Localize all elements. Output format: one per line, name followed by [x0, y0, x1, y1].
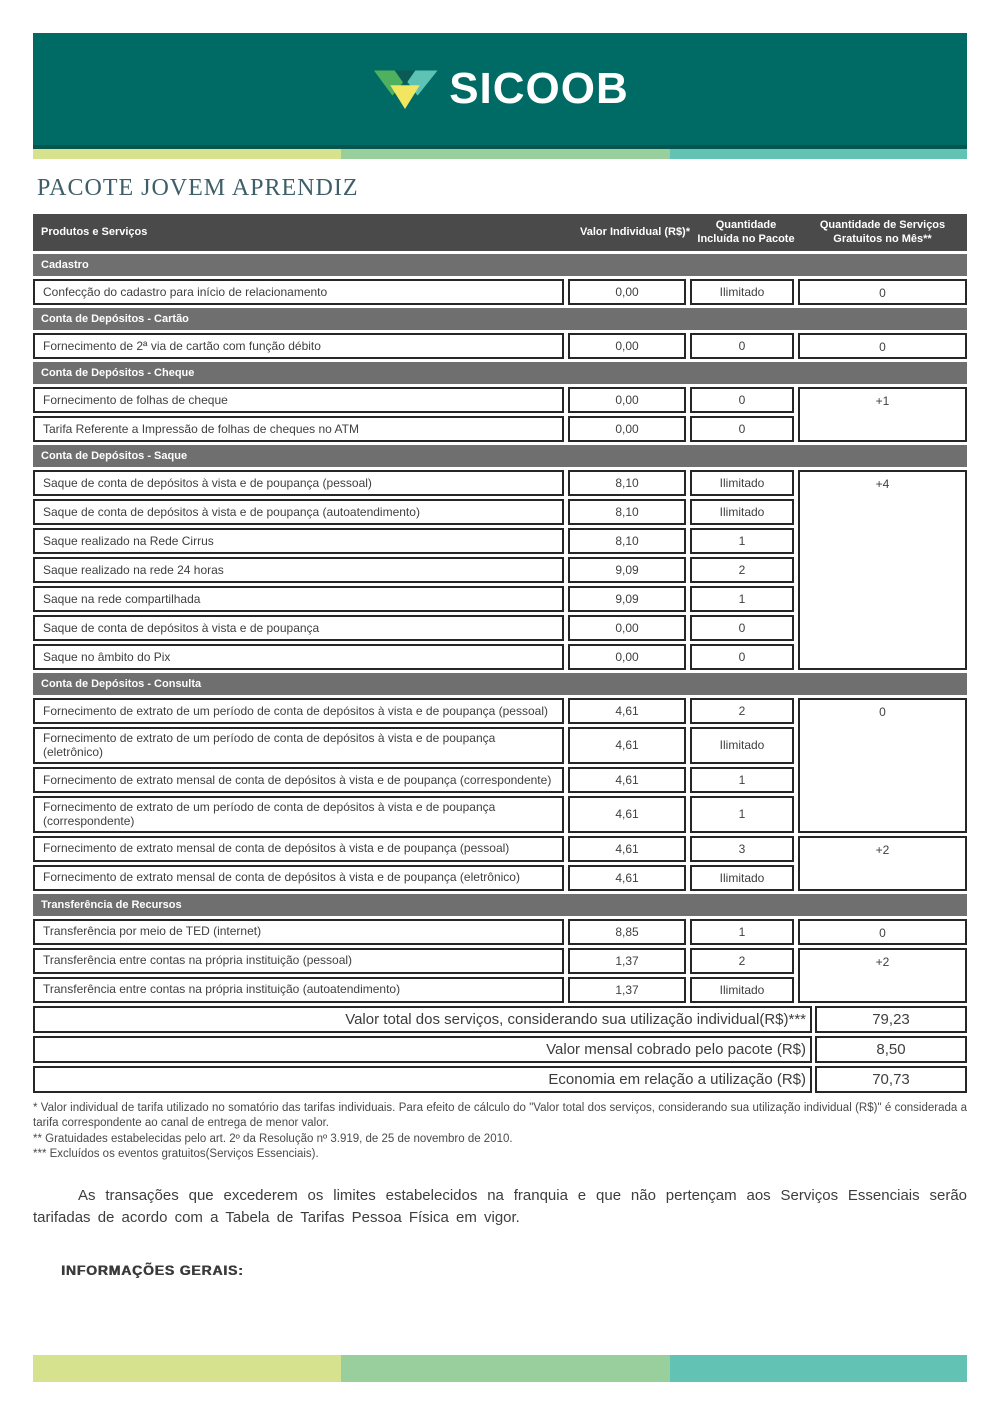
included-quantity-cell: 0 [690, 615, 794, 641]
product-cell: Saque realizado na Rede Cirrus [33, 528, 564, 554]
column-header-valor-individual: Valor Individual (R$)* [579, 225, 691, 238]
included-quantity-cell: 0 [690, 416, 794, 442]
included-quantity-cell: 1 [690, 919, 794, 945]
product-cell: Saque realizado na rede 24 horas [33, 557, 564, 583]
stripe-segment-green-yellow [33, 149, 341, 159]
individual-value-cell: 0,00 [568, 279, 686, 305]
column-header-produtos: Produtos e Serviços [41, 225, 148, 238]
product-cell: Fornecimento de extrato mensal de conta de depósitos à vista e de poupança (pessoal) [33, 836, 564, 862]
header-banner [33, 33, 967, 149]
product-cell: Saque no âmbito do Pix [33, 644, 564, 670]
individual-value-cell: 4,61 [568, 767, 686, 793]
stripe-segment-teal [670, 149, 967, 159]
included-quantity-cell: 0 [690, 387, 794, 413]
product-cell: Fornecimento de extrato mensal de conta de depósitos à vista e de poupança (eletrônico) [33, 865, 564, 891]
individual-value-cell: 0,00 [568, 615, 686, 641]
free-services-cell: 0 [798, 279, 967, 305]
color-stripe-top [33, 149, 967, 159]
product-cell: Transferência por meio de TED (internet) [33, 919, 564, 945]
individual-value-cell: 9,09 [568, 586, 686, 612]
individual-value-cell: 1,37 [568, 977, 686, 1003]
tariff-table-body [33, 254, 967, 1003]
included-quantity-cell: 0 [690, 333, 794, 359]
section-header: Conta de Depósitos - Cheque [33, 362, 967, 384]
individual-value-cell: 1,37 [568, 948, 686, 974]
footnote: ** Gratuidades estabelecidas pelo art. 2º da Resolução nº 3.919, de 25 de novembro de 2010. [33, 1132, 513, 1145]
individual-value-cell: 4,61 [568, 836, 686, 862]
section-header: Conta de Depósitos - Cartão [33, 308, 967, 330]
free-services-cell: +1 [798, 387, 967, 442]
included-quantity-cell: Ilimitado [690, 727, 794, 764]
individual-value-cell: 4,61 [568, 865, 686, 891]
individual-value-cell: 9,09 [568, 557, 686, 583]
summary-rows [33, 1006, 967, 1093]
footnotes [33, 1101, 967, 1163]
footnote: * Valor individual de tarifa utilizado no somatório das tarifas individuais. Para efeito de cálculo do "Valor total dos serviços, considerando sua utilização individual (R$)" é considerada a tarifa correspondente ao canal de entrega de menor valor. [33, 1101, 967, 1130]
product-cell: Fornecimento de extrato de um período de conta de depósitos à vista e de poupança (correspondente) [33, 796, 564, 833]
summary-value: 8,50 [815, 1036, 967, 1063]
included-quantity-cell: Ilimitado [690, 499, 794, 525]
included-quantity-cell: 1 [690, 796, 794, 833]
page-title: PACOTE JOVEM APRENDIZ [37, 175, 359, 201]
included-quantity-cell: 3 [690, 836, 794, 862]
individual-value-cell: 4,61 [568, 698, 686, 724]
individual-value-cell: 8,10 [568, 528, 686, 554]
individual-value-cell: 8,10 [568, 470, 686, 496]
included-quantity-cell: 0 [690, 644, 794, 670]
product-cell: Saque de conta de depósitos à vista e de poupança [33, 615, 564, 641]
product-cell: Fornecimento de folhas de cheque [33, 387, 564, 413]
summary-label: Valor mensal cobrado pelo pacote (R$) [33, 1036, 812, 1063]
product-cell: Fornecimento de extrato mensal de conta de depósitos à vista e de poupança (correspondente) [33, 767, 564, 793]
product-cell: Fornecimento de 2ª via de cartão com função débito [33, 333, 564, 359]
included-quantity-cell: Ilimitado [690, 977, 794, 1003]
general-info-heading: INFORMAÇÕES GERAIS: [61, 1261, 244, 1278]
stripe-segment-green-yellow [33, 1355, 341, 1382]
individual-value-cell: 4,61 [568, 796, 686, 833]
product-cell: Transferência entre contas na própria instituição (pessoal) [33, 948, 564, 974]
included-quantity-cell: 2 [690, 698, 794, 724]
product-cell: Transferência entre contas na própria instituição (autoatendimento) [33, 977, 564, 1003]
product-cell: Tarifa Referente a Impressão de folhas de cheques no ATM [33, 416, 564, 442]
free-services-cell: +2 [798, 836, 967, 891]
table-header-row [33, 214, 967, 251]
individual-value-cell: 0,00 [568, 644, 686, 670]
product-cell: Fornecimento de extrato de um período de conta de depósitos à vista e de poupança (eletrônico) [33, 727, 564, 764]
sicoob-triangle-icon [371, 58, 439, 120]
column-header-quantidade-incluida: Quantidade Incluída no Pacote [697, 219, 795, 245]
stripe-segment-green [341, 1355, 670, 1382]
product-cell: Saque de conta de depósitos à vista e de poupança (autoatendimento) [33, 499, 564, 525]
footnote: *** Excluídos os eventos gratuitos(Serviços Essenciais). [33, 1148, 319, 1161]
section-grid [33, 333, 967, 359]
summary-value: 70,73 [815, 1066, 967, 1093]
exceeding-limits-paragraph: As transações que excederem os limites estabelecidos na franquia e que não pertençam aos Serviços Essenciais serão tarifadas de acordo com a Tabela de Tarifas Pessoa Física em vigor. [33, 1186, 967, 1227]
summary-label: Economia em relação a utilização (R$) [33, 1066, 812, 1093]
included-quantity-cell: Ilimitado [690, 279, 794, 305]
section-grid [33, 698, 967, 891]
summary-value: 79,23 [815, 1006, 967, 1033]
summary-row [33, 1066, 967, 1093]
color-stripe-bottom [33, 1355, 967, 1382]
page-content [33, 33, 967, 1278]
section-header: Conta de Depósitos - Saque [33, 445, 967, 467]
section-grid [33, 279, 967, 305]
free-services-cell: 0 [798, 333, 967, 359]
section-header: Conta de Depósitos - Consulta [33, 673, 967, 695]
logo-text: SICOOB [449, 64, 629, 113]
product-cell: Saque na rede compartilhada [33, 586, 564, 612]
stripe-segment-teal [670, 1355, 967, 1382]
section-grid [33, 387, 967, 442]
sicoob-logo [371, 58, 629, 120]
free-services-cell: 0 [798, 698, 967, 833]
product-cell: Saque de conta de depósitos à vista e de poupança (pessoal) [33, 470, 564, 496]
included-quantity-cell: 2 [690, 948, 794, 974]
included-quantity-cell: 1 [690, 767, 794, 793]
stripe-segment-green [341, 149, 670, 159]
section-header: Cadastro [33, 254, 967, 276]
included-quantity-cell: 2 [690, 557, 794, 583]
individual-value-cell: 8,10 [568, 499, 686, 525]
included-quantity-cell: Ilimitado [690, 865, 794, 891]
included-quantity-cell: 1 [690, 586, 794, 612]
individual-value-cell: 0,00 [568, 333, 686, 359]
summary-row [33, 1006, 967, 1033]
product-cell: Confecção do cadastro para início de relacionamento [33, 279, 564, 305]
section-header: Transferência de Recursos [33, 894, 967, 916]
included-quantity-cell: Ilimitado [690, 470, 794, 496]
section-grid [33, 919, 967, 1003]
free-services-cell: +4 [798, 470, 967, 670]
section-grid [33, 470, 967, 670]
summary-row [33, 1036, 967, 1063]
individual-value-cell: 4,61 [568, 727, 686, 764]
free-services-cell: +2 [798, 948, 967, 1003]
summary-label: Valor total dos serviços, considerando sua utilização individual(R$)*** [33, 1006, 812, 1033]
included-quantity-cell: 1 [690, 528, 794, 554]
individual-value-cell: 8,85 [568, 919, 686, 945]
individual-value-cell: 0,00 [568, 387, 686, 413]
individual-value-cell: 0,00 [568, 416, 686, 442]
product-cell: Fornecimento de extrato de um período de conta de depósitos à vista e de poupança (pessoal) [33, 698, 564, 724]
free-services-cell: 0 [798, 919, 967, 945]
column-header-servicos-gratuitos: Quantidade de Serviços Gratuitos no Mês** [819, 219, 946, 245]
